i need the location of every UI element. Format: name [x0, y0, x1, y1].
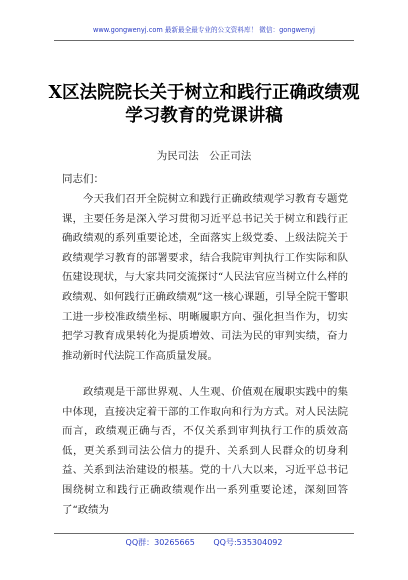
header-banner: www.gongwenyj.com 最新最全最专业的公文资料库！ 微信：gongwenyj	[92, 26, 316, 34]
document-subtitle: 为民司法 公正司法	[156, 150, 252, 162]
salutation: 同志们：	[62, 173, 104, 185]
paragraph-2: 政绩观是干部世界观、人生观、价值观在履职实践中的集中体现，直接决定着干部的工作取向和行为方式。对人民法院而言，政绩观正确与否，不仅关系到审判执行工作的质效高低，更关系到司法公信力的提升、关系到人民群众的切身利益、关系到法治建设的根基。党的十八大以来，习近平总书记围绕树立和践行正确政绩观作出一系列重要论述，深刻回答了“政绩为	[62, 386, 348, 516]
header-divider	[54, 40, 354, 41]
paragraph-1: 今天我们召开全院树立和践行正确政绩观学习教育专题党课，主要任务是深入学习贯彻习近平总书记关于树立和践行正确政绩观的系列重要论述，全面落实上级党委、上级法院关于政绩观学习教育的部署要求，结合我院审判执行工作实际和队伍建设现状，与大家共同交流探讨“人民法官应当树立什么样的政绩观、如何践行正确政绩观”这一核心课题，引导全院干警职工进一步校准政绩坐标、明晰履职方向、强化担当作为，切实把学习教育成果转化为提质增效、司法为民的审判实绩，奋力推动新时代法院工作高质量发展。	[62, 193, 348, 362]
footer-divider	[54, 533, 354, 534]
qq-group-text: QQ群：30265665	[125, 538, 195, 547]
footer-contact	[0, 537, 408, 548]
document-title: X区法院院长关于树立和践行正确政绩观学习教育的党课讲稿	[48, 83, 360, 126]
qq-number-text: QQ号:535304092	[213, 538, 283, 547]
